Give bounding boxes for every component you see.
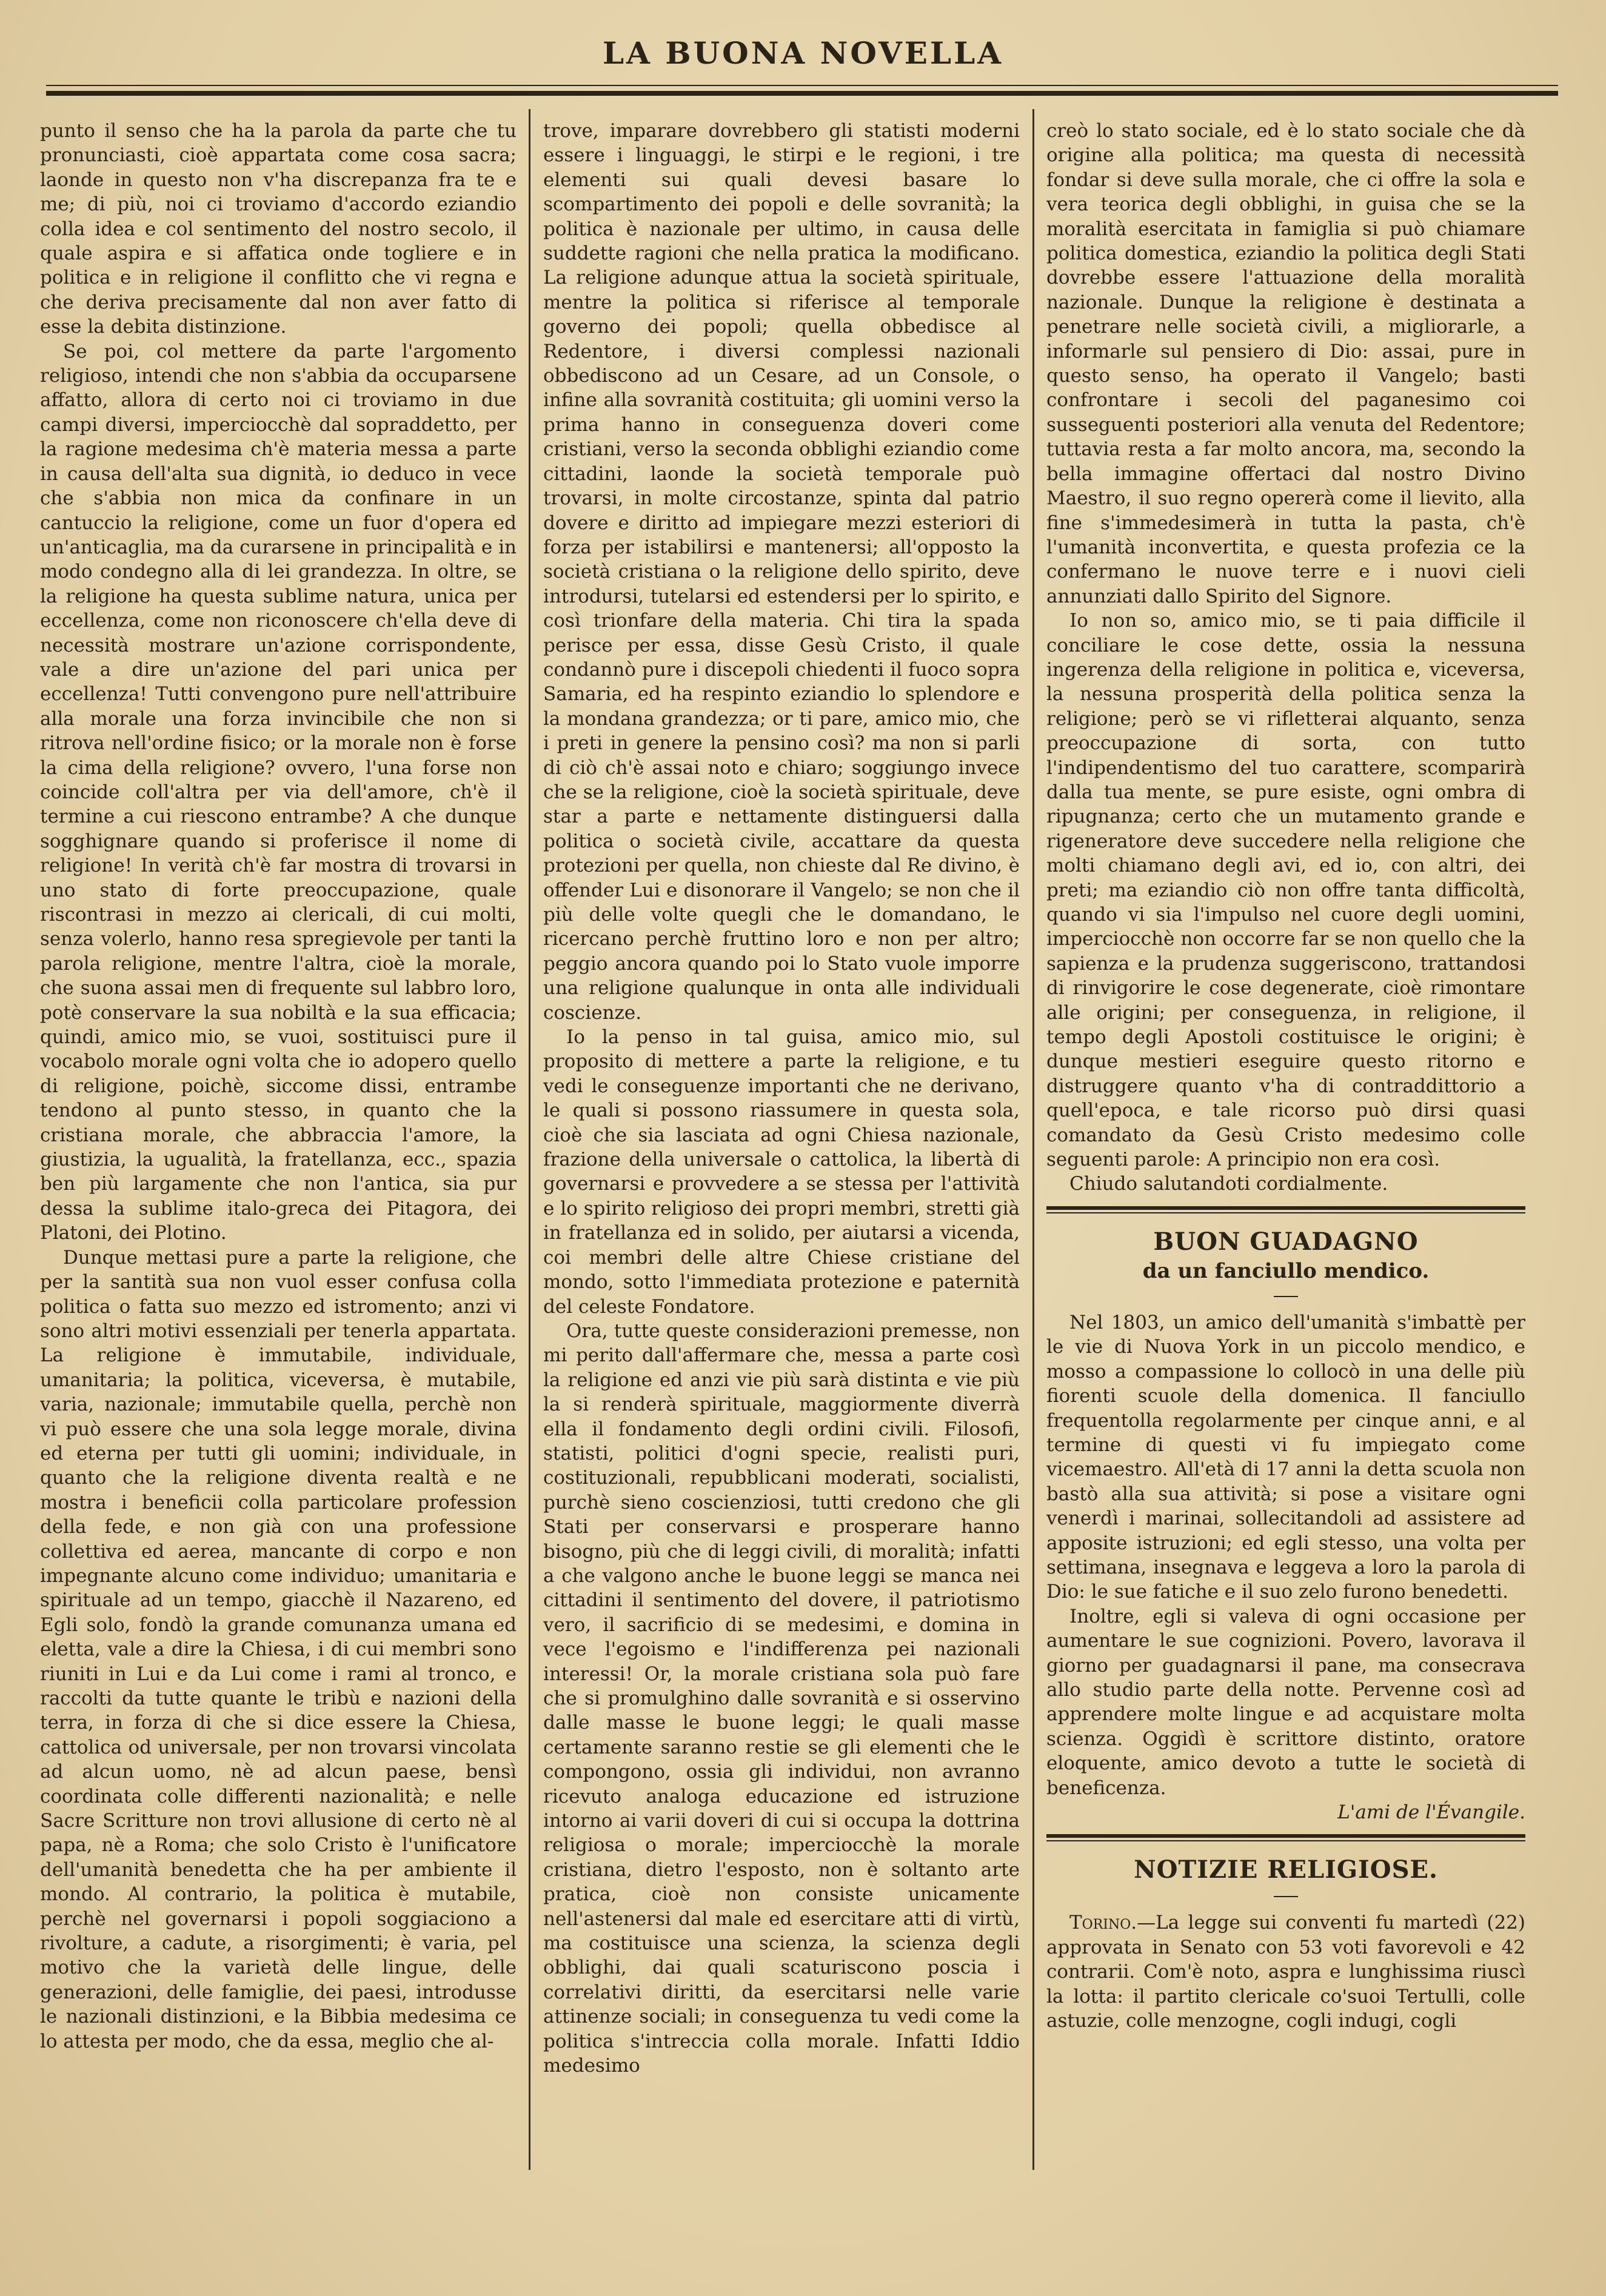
column3-paragraph-1: creò lo stato sociale, ed è lo stato sociale che dà origine alla politica; ma questa di necessità fondar si deve sulla morale, che ci offre la sola e vera teorica degli obblighi, in guisa che se la moralità esercitata in famiglia si può chiamare politica domestica, eziandio la politica degli Stati dovrebbe essere l'attuazione della moralità nazionale. Dunque la religione è destinata a penetrare nelle società civili, a migliorarle, a informarle sul pensiero di Dio: assai, pure in questo senso, ha operato il Vangelo; basti confrontare i secoli del paganesimo coi susseguenti posteriori alla venuta del Redentore; tuttavia resta a far molto ancora, ma, secondo la bella immagine offertaci dal nostro Divino Maestro, il suo regno opererà come il lievito, alla fine s'immedesimerà in tutta la pasta, ch'è l'umanità inconvertita, e questa profezia ce la confermano le nuove terre e i nuovi cieli annunziati dallo Spirito del Signore. — [1046, 120, 1525, 607]
column2-paragraph-3: Ora, tutte queste considerazioni premesse, non mi perito dall'affermare che, messa a parte così la religione ed anzi vie più sarà distinta e vie più la si renderà spirituale, maggiormente diverrà ella il fondamento degli ordini civili. Filosofi, statisti, politici d'ogni specie, realisti puri, costituzionali, repubblicani moderati, socialisti, purchè sieno coscienziosi, tutti credono che gli Stati per conservarsi e prosperare hanno bisogno, più che di leggi civili, di moralità; infatti a che valgono anche le buone leggi se manca nei cittadini il sentimento del dovere, il patriotismo vero, il sacrificio di se medesimi, e domina in vece l'egoismo e l'indifferenza pei nazionali interessi! Or, la morale cristiana sola può fare che si promulghino dalle sovranità e si osservino dalle masse le buone leggi; le quali masse certamente saranno restie se gli elementi che le compongono, ossia gli individui, non avranno ricevuto analoga educazione ed istruzione intorno ai varii doveri di cui si occupa la dottrina religiosa o morale; imperciocchè la morale cristiana, dietro l'esposto, non è soltanto arte pratica, cioè non consiste unicamente nell'astenersi dal male ed esercitare atti di virtù, ma costituisce una scienza, la scienza degli obblighi, dai quali scaturiscono poscia i correlativi diritti, da esercitarsi nelle varie attinenze sociali; in conseguenza tu vedi come la politica s'intreccia colla morale. Infatti Iddio medesimo — [543, 1320, 1020, 2077]
column1-paragraph-2: Se poi, col mettere da parte l'argomento religioso, intendi che non s'abbia da occuparsene affatto, allora di certo noi ci troviamo in due campi diversi, imperciocchè dal sopraddetto, per la ragione medesima ch'è materia messa a parte in causa dell'alta sua dignità, io deduco in vece che s'abbia non mica da confinare in un cantuccio la religione, come un fuor d'opera ed un'anticaglia, ma da curarsene in principalità e in modo condegno alla di lei grandezza. In oltre, se la religione ha questa sublime natura, unica per eccellenza, come non riconoscere ch'ella deve di necessità mostrare un'azione corrispondente, vale a dire un'azione del pari unica per eccellenza! Tutti convengono pure nell'attribuire alla morale una forza invincibile che non si ritrova nell'ordine fisico; or la morale non è forse la cima della religione? ovvero, l'una forse non coincide coll'altra per via dell'amore, ch'è il termine a cui riescono entrambe? A che dunque sogghignare quando si proferisce il nome di religione! In verità ch'è far mostra di trovarsi in uno stato di forte preoccupazione, quale riscontrasi in mezzo ai clericali, di cui molti, senza volerlo, hanno resa spregievole per tanti la parola religione, mentre l'altra, cioè la morale, che suona assai men di frequente sul labbro loro, potè conservare la sua nobiltà e la sua efficacia; quindi, amico mio, se vuoi, sostituisci pure il vocabolo morale ogni volta che io adopero quello di religione, poichè, siccome dissi, entrambe tendono al punto stesso, in quanto che la cristiana morale, che abbraccia l'amore, la giustizia, la ugualità, la fratellanza, ecc., spazia ben più largamente che non l'antica, sia pur dessa la sublime italo-greca dei Pitagora, dei Platoni, dei Plotino. — [40, 340, 517, 1244]
section-title-buon-guadagno: BUON GUADAGNO — [1153, 1227, 1419, 1256]
masthead-rule-thick — [46, 91, 1558, 96]
section1-rule-thin — [1046, 1212, 1525, 1213]
column-2 — [543, 119, 1020, 2180]
section1-rule-thick — [1046, 1206, 1525, 1210]
section2-rule-thick — [1046, 1834, 1525, 1838]
section2-dateline: Torino. — [1069, 1912, 1137, 1934]
column3-paragraph-2: Io non so, amico mio, se ti paia difficile il conciliare le cose dette, ossia la nessuna ingerenza della religione in politica e, viceversa, la nessuna prosperità della politica senza la religione; però se vi rifletterai alquanto, senza preoccupazione di sorta, con tutto l'indipendentismo del tuo carattere, scomparirà dalla tua mente, se pure esiste, ogni ombra di ripugnanza; certo che un mutamento grande e rigeneratore deve succedere nella religione che molti chiamano degli avi, ed io, con altri, dei preti; ma eziandio ciò non offre tanta difficoltà, quando vi sia l'impulso nel cuore degli uomini, imperciocchè non occorre far se non quello che la sapienza e la prudenza suggeriscono, trattandosi di rinvigorire le cose degenerate, cioè rimontare alle origini; per conseguenza, in religione, il tempo degli Apostoli costituisce le origini; è dunque mestieri eseguire questo ritorno e distruggere quanto v'ha di contraddittorio a quell'epoca, e tale ricorso può dirsi quasi comandato da Gesù Cristo medesimo colle seguenti parole: A principio non era così. — [1046, 610, 1525, 1171]
section2-dash — [1274, 1896, 1298, 1897]
column3-closing: Chiudo salutandoti cordialmente. — [1069, 1173, 1388, 1195]
column-divider-2 — [1032, 109, 1034, 2170]
section-title-notizie-religiose: NOTIZIE RELIGIOSE. — [1134, 1855, 1438, 1884]
column-1 — [40, 119, 517, 2180]
column1-paragraph-1: punto il senso che ha la parola da parte che tu pronunciasti, cioè appartata come cosa sacra; laonde in questo non v'ha discrepanza fra te e me; di più, noi ci troviamo d'accordo eziandio colla idea e col sentimento del nostro secolo, il quale aspira e si affatica onde togliere e in politica e in religione il conflitto che vi regna e che deriva precisamente dal non aver fatto di esse la debita distinzione. — [40, 120, 517, 338]
masthead-title: LA BUONA NOVELLA — [602, 35, 1004, 71]
section1-paragraph-1: Nel 1803, un amico dell'umanità s'imbattè per le vie di Nuova York in un piccolo mendico, e mosso a compassione lo collocò in una delle più fiorenti scuole della domenica. Il fanciullo frequentolla regolarmente per cinque anni, e al termine di questi vi fu impiegato come vicemaestro. All'età di 17 anni la detta scuola non bastò alla sua attività; si pose a visitare ogni venerdì i marinai, sollecitandoli ad assistere ad apposite istruzioni; ed egli stesso, una volta per settimana, insegnava e leggeva a loro la parola di Dio: le sue fatiche e il suo zelo furono benedetti. — [1046, 1311, 1525, 1603]
masthead-rule-thin — [46, 85, 1558, 86]
section2-rule-thin — [1046, 1840, 1525, 1841]
column1-paragraph-3: Dunque mettasi pure a parte la religione, che per la santità sua non vuol esser confusa colla politica o fatta suo mezzo ed istromento; anzi vi sono altri motivi essenziali per tenerla appartata. La religione è immutabile, individuale, umanitaria; la politica, viceversa, è mutabile, varia, nazionale; immutabile quella, perchè non vi può essere che una sola legge morale, divina ed eterna per tutti gli uomini; individuale, in quanto che la religione diventa realtà e ne mostra i beneficii colla particolare profession della fede, e non già con una professione collettiva ed aerea, mancante di corpo e non impegnante alcuno come individuo; umanitaria e spirituale ad un tempo, giacchè il Nazareno, ed Egli solo, fondò la grande comunanza umana ed eletta, vale a dire la Chiesa, i di cui membri sono riuniti in Lui e da Lui come i rami al tronco, e raccolti da tutte quante le tribù e nazioni della terra, in forza di che si dice essere la Chiesa, cattolica od universale, per non trovarsi vincolata ad alcun uomo, nè ad alcun paese, bensì coordinata colle differenti nazionalità; e nelle Sacre Scritture non trovi allusione di certo nè al papa, nè a Roma; che solo Cristo è l'unificatore dell'umanità benedetta che ha per ambiente il mondo. Al contrario, la politica è mutabile, perchè nel governarsi i popoli soggiaciono a rivolture, a cadute, a risorgimenti; è varia, pel motivo che la varietà delle lingue, delle generazioni, delle famiglie, dei paesi, introdusse le nazionali distinzioni, e la Bibbia medesima ce lo attesta per modo, che da essa, meglio che al- — [40, 1246, 517, 2052]
section2-paragraph-1 — [1046, 1911, 1525, 2033]
column-divider-1 — [529, 109, 530, 2170]
column2-paragraph-1: trove, imparare dovrebbero gli statisti moderni essere i linguaggi, le stirpi e le regioni, i tre elementi sui quali devesi basare lo scompartimento dei popoli e delle sovranità; la politica è nazionale per ultimo, in causa delle suddette ragioni che nella pratica la modificano. La religione adunque attua la società spirituale, mentre la politica si riferisce al temporale governo dei popoli; quella obbedisce al Redentore, i diversi complessi nazionali obbediscono ad un Cesare, ad un Console, o infine alla sovranità costituita; gli uomini verso la prima hanno in conseguenza doveri come cristiani, verso la seconda obblighi eziandio come cittadini, laonde la società temporale può trovarsi, in molte circostanze, spinta dal patrio dovere e diritto ad impiegare mezzi esteriori di forza per istabilirsi e mantenersi; all'opposto la società cristiana o la religione dello spirito, deve introdursi, tutelarsi ed estendersi per lo spirito, e così trionfare della materia. Chi tira la spada perisce per essa, disse Gesù Cristo, il quale condannò pure i discepoli chiedenti il fuoco sopra Samaria, ed ha respinto eziandio lo splendore e la mondana grandezza; or ti pare, amico mio, che i preti in genere la pensino così? ma non si parli di ciò ch'è assai noto e chiaro; soggiungo invece che se la religione, cioè la società spirituale, deve star a parte e nettamente distinguersi dalla politica o società civile, accattare da questa protezioni per quella, non chieste dal Re divino, è offender Lui e disonorare il Vangelo; se non che il più delle volte quegli che le domandano, le ricercano perchè fruttino loro e non per altro; peggio ancora quando poi lo Stato vuole imporre una religione qualunque in onta alle individuali coscienze. — [543, 120, 1020, 1024]
section1-signature: L'ami de l'Évangile. — [1337, 1801, 1525, 1823]
column-3 — [1046, 119, 1525, 2180]
section2-text: —La legge sui conventi fu martedì (22) approvata in Senato con 53 voti favorevoli e 42 contrarii. Com'è noto, aspra e lunghissima riuscì la lotta: il partito clericale co'suoi Tertulli, colle astuzie, colle menzogne, cogli indugi, cogli — [1046, 1912, 1525, 2032]
section1-dash — [1274, 1296, 1298, 1297]
section-subtitle-buon-guadagno: da un fanciullo mendico. — [1142, 1258, 1430, 1283]
column2-paragraph-2: Io la penso in tal guisa, amico mio, sul proposito di mettere a parte la religione, e tu vedi le conseguenze importanti che ne derivano, le quali si possono riassumere in questa sola, cioè che sia lasciata ad ogni Chiesa nazionale, frazione della universale o cattolica, la libertà di governarsi e provvedere a se stessa per l'attività e lo spirito religioso dei propri membri, stretti già in fratellanza ed in solido, per aiutarsi a vicenda, coi membri delle altre Chiese cristiane del mondo, sotto l'immediata protezione e paternità del celeste Fondatore. — [543, 1026, 1020, 1318]
section1-paragraph-2: Inoltre, egli si valeva di ogni occasione per aumentare le sue cognizioni. Povero, lavorava il giorno per guadagnarsi il pane, ma consecrava allo studio parte della notte. Pervenne così ad apprendere molte lingue e ad acquistare molta scienza. Oggidì è scrittore distinto, oratore eloquente, amico devoto a tutte le società di beneficenza. — [1046, 1605, 1525, 1799]
